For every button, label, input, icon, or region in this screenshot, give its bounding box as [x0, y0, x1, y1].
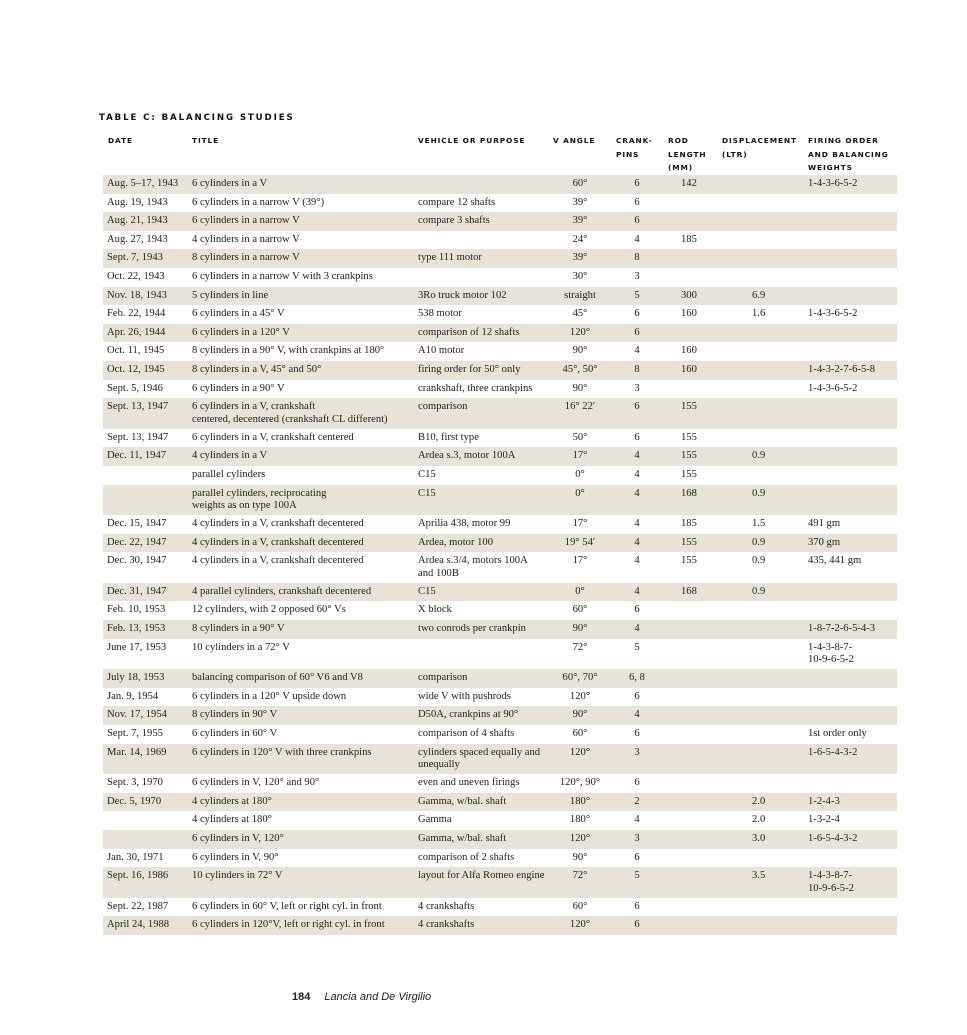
- cell-date: Nov. 17, 1954: [107, 709, 167, 721]
- cell-crankpins: 6, 8: [629, 672, 645, 684]
- cell-firing-order: 1-4-3-8-7- 10-9-6-5-2: [808, 641, 854, 666]
- cell-v-angle: 90°: [572, 382, 588, 394]
- cell-v-angle: 90°: [572, 851, 588, 863]
- cell-rod-length: 142: [681, 178, 697, 189]
- cell-firing-order: 1-4-3-2-7-6-5-8: [808, 363, 876, 375]
- table-row: [103, 811, 897, 830]
- header-displacement: DISPLACEMENT (LTR): [722, 136, 797, 159]
- cell-crankpins: 4: [634, 450, 640, 462]
- cell-crankpins: 5: [634, 289, 640, 301]
- cell-crankpins: 6: [634, 900, 640, 912]
- cell-date: June 17, 1953: [107, 641, 167, 653]
- cell-rod-length: 168: [681, 487, 697, 499]
- cell-v-angle: 24°: [572, 233, 588, 245]
- cell-title: 4 cylinders at 180°: [192, 795, 272, 807]
- table-row: [103, 249, 897, 268]
- cell-crankpins: 4: [634, 709, 640, 721]
- cell-date: July 18, 1953: [107, 672, 165, 684]
- cell-displacement: 3.0: [752, 833, 766, 844]
- cell-v-angle: 90°: [572, 345, 588, 357]
- cell-displacement: 0.9: [752, 450, 766, 462]
- cell-firing-order: 1st order only: [808, 728, 867, 740]
- cell-crankpins: 4: [634, 536, 640, 548]
- cell-crankpins: 3: [634, 833, 640, 844]
- cell-crankpins: 6: [634, 851, 640, 863]
- cell-firing-order: 1-3-2-4: [808, 814, 840, 826]
- cell-crankpins: 8: [634, 252, 640, 264]
- cell-crankpins: 4: [634, 487, 640, 499]
- cell-title: 8 cylinders in a 90° V, with crankpins at 180°: [192, 345, 385, 357]
- cell-vehicle: Ardea s.3, motor 100A: [418, 450, 516, 462]
- cell-date: Mar. 14, 1969: [107, 746, 167, 758]
- cell-title: 6 cylinders in V, 120°: [192, 833, 284, 844]
- cell-date: Feb. 13, 1953: [107, 623, 166, 635]
- table-row: [103, 268, 897, 287]
- cell-rod-length: 160: [681, 308, 697, 320]
- cell-vehicle: 4 crankshafts: [418, 900, 475, 912]
- cell-crankpins: 6: [634, 215, 640, 227]
- cell-v-angle: 17°: [572, 555, 588, 567]
- cell-title: 5 cylinders in line: [192, 289, 269, 301]
- cell-vehicle: compare 3 shafts: [418, 215, 490, 227]
- cell-date: Aug. 27, 1943: [107, 233, 168, 245]
- cell-vehicle: C15: [418, 585, 436, 597]
- cell-title: 8 cylinders in a 90° V: [192, 623, 285, 635]
- cell-displacement: 1.5: [752, 518, 766, 530]
- cell-vehicle: layout for Alfa Romeo engine: [418, 870, 545, 882]
- cell-rod-length: 155: [681, 450, 697, 462]
- cell-crankpins: 6: [634, 401, 640, 413]
- cell-v-angle: 19° 54′: [564, 536, 596, 548]
- cell-v-angle: 120°: [569, 690, 591, 702]
- cell-firing-order: 1-2-4-3: [808, 795, 840, 807]
- cell-vehicle: cylinders spaced equally and unequally: [418, 746, 541, 771]
- cell-crankpins: 6: [634, 777, 640, 789]
- cell-crankpins: 3: [634, 746, 640, 758]
- cell-vehicle: comparison: [418, 672, 468, 684]
- cell-crankpins: 6: [634, 431, 640, 443]
- cell-firing-order: 1-8-7-2-6-5-4-3: [808, 623, 876, 635]
- cell-vehicle: Ardea, motor 100: [418, 536, 494, 548]
- table-row: [103, 639, 897, 670]
- table-row: [103, 361, 897, 380]
- cell-crankpins: 4: [634, 623, 640, 635]
- cell-firing-order: 1-6-5-4-3-2: [808, 746, 858, 758]
- cell-crankpins: 2: [634, 795, 640, 807]
- cell-v-angle: 72°: [572, 641, 588, 653]
- header-title: TITLE: [192, 136, 220, 145]
- cell-title: 8 cylinders in a narrow V: [192, 252, 300, 264]
- cell-rod-length: 185: [681, 233, 697, 245]
- table-row: [103, 916, 897, 935]
- cell-vehicle: Gamma: [418, 814, 452, 826]
- cell-date: Oct. 22, 1943: [107, 270, 165, 282]
- cell-v-angle: 60°: [572, 900, 588, 912]
- cell-displacement: 0.9: [752, 487, 766, 499]
- cell-v-angle: 30°: [572, 270, 588, 282]
- cell-vehicle: firing order for 50° only: [418, 363, 521, 375]
- cell-title: 4 parallel cylinders, crankshaft decentered: [192, 585, 372, 597]
- cell-displacement: 0.9: [752, 555, 766, 567]
- running-title: Lancia and De Virgilio: [324, 991, 432, 1003]
- cell-crankpins: 6: [634, 196, 640, 208]
- cell-rod-length: 155: [681, 431, 697, 443]
- cell-firing-order: 435, 441 gm: [808, 555, 862, 567]
- cell-vehicle: compare 12 shafts: [418, 196, 496, 208]
- cell-displacement: 0.9: [752, 585, 766, 597]
- cell-date: Dec. 11, 1947: [107, 450, 167, 462]
- cell-v-angle: 0°: [575, 487, 585, 499]
- cell-rod-length: 155: [681, 536, 697, 548]
- header-rod-length: ROD LENGTH (MM): [668, 136, 707, 172]
- cell-displacement: 6.9: [752, 289, 766, 301]
- cell-crankpins: 5: [634, 870, 640, 882]
- cell-firing-order: 491 gm: [808, 518, 841, 530]
- table-row: [103, 429, 897, 448]
- cell-crankpins: 3: [634, 270, 640, 282]
- cell-title: 12 cylinders, with 2 opposed 60° Vs: [192, 604, 346, 616]
- cell-firing-order: 370 gm: [808, 536, 841, 548]
- cell-title: 6 cylinders in 120°V, left or right cyl. in front: [192, 919, 385, 931]
- table-row: [103, 601, 897, 620]
- cell-v-angle: 120°, 90°: [559, 777, 601, 789]
- cell-vehicle: 4 crankshafts: [418, 919, 475, 931]
- cell-date: April 24, 1988: [107, 919, 170, 931]
- table-row: [103, 688, 897, 707]
- cell-crankpins: 6: [634, 728, 640, 740]
- cell-date: Sept. 7, 1943: [107, 252, 163, 264]
- cell-title: 6 cylinders in a V: [192, 178, 268, 189]
- cell-date: Dec. 5, 1970: [107, 795, 162, 807]
- cell-vehicle: comparison: [418, 401, 468, 413]
- cell-v-angle: 60°, 70°: [562, 672, 598, 684]
- cell-firing-order: 1-4-3-6-5-2: [808, 308, 858, 320]
- cell-date: Aug. 19, 1943: [107, 196, 168, 208]
- cell-date: Sept. 16, 1986: [107, 870, 169, 882]
- cell-title: 6 cylinders in a 45° V: [192, 308, 285, 320]
- cell-rod-length: 160: [681, 345, 697, 357]
- cell-displacement: 2.0: [752, 795, 766, 807]
- cell-rod-length: 160: [681, 363, 697, 375]
- cell-vehicle: Gamma, w/bal. shaft: [418, 795, 507, 807]
- cell-date: Nov. 18, 1943: [107, 289, 167, 301]
- cell-date: Dec. 22, 1947: [107, 536, 167, 548]
- cell-date: Dec. 30, 1947: [107, 555, 167, 567]
- table-row: [103, 744, 897, 775]
- cell-crankpins: 3: [634, 382, 640, 394]
- cell-vehicle: comparison of 2 shafts: [418, 851, 515, 863]
- table-row: [103, 231, 897, 250]
- cell-vehicle: C15: [418, 468, 436, 480]
- cell-firing-order: 1-6-5-4-3-2: [808, 833, 858, 844]
- table-row: [103, 774, 897, 793]
- cell-vehicle: A10 motor: [418, 345, 465, 357]
- cell-crankpins: 8: [634, 363, 640, 375]
- page-number: 184: [292, 991, 311, 1003]
- cell-title: 6 cylinders in V, 90°: [192, 851, 279, 863]
- cell-title: 4 cylinders in a V: [192, 450, 268, 462]
- cell-vehicle: Ardea s.3/4, motors 100A and 100B: [418, 555, 528, 579]
- cell-crankpins: 6: [634, 604, 640, 616]
- cell-v-angle: 16° 22′: [564, 401, 596, 413]
- cell-v-angle: 39°: [572, 196, 588, 208]
- cell-date: Dec. 31, 1947: [107, 585, 167, 597]
- table-row: [103, 669, 897, 688]
- cell-date: Apr. 26, 1944: [107, 326, 166, 338]
- cell-title: 6 cylinders in V, 120° and 90°: [192, 777, 320, 789]
- table-row: [103, 515, 897, 534]
- cell-rod-length: 168: [681, 585, 697, 597]
- cell-title: 6 cylinders in 120° V with three crankpins: [192, 746, 372, 758]
- cell-crankpins: 6: [634, 919, 640, 931]
- cell-date: Jan. 30, 1971: [107, 851, 164, 863]
- cell-crankpins: 4: [634, 468, 640, 480]
- cell-crankpins: 6: [634, 690, 640, 702]
- cell-title: 10 cylinders in 72° V: [192, 870, 283, 882]
- cell-vehicle: even and uneven firings: [418, 777, 520, 789]
- cell-title: 4 cylinders at 180°: [192, 814, 272, 826]
- cell-title: 6 cylinders in 60° V, left or right cyl. in front: [192, 900, 382, 912]
- cell-crankpins: 4: [634, 555, 640, 567]
- table-row: [103, 898, 897, 917]
- cell-title: 6 cylinders in a 120° V: [192, 326, 290, 338]
- cell-displacement: 1.6: [752, 308, 766, 320]
- cell-date: Jan. 9, 1954: [107, 690, 159, 702]
- cell-firing-order: 1-4-3-8-7- 10-9-6-5-2: [808, 870, 854, 894]
- header-firing-order: FIRING ORDER AND BALANCING WEIGHTS: [808, 136, 889, 172]
- cell-crankpins: 6: [634, 326, 640, 338]
- cell-crankpins: 4: [634, 345, 640, 357]
- cell-vehicle: comparison of 12 shafts: [418, 326, 520, 338]
- cell-v-angle: straight: [564, 289, 596, 301]
- cell-rod-length: 185: [681, 518, 697, 530]
- cell-v-angle: 120°: [569, 326, 591, 338]
- header-date: DATE: [108, 136, 133, 145]
- cell-displacement: 2.0: [752, 814, 766, 826]
- cell-title: 6 cylinders in a narrow V with 3 crankpins: [192, 270, 373, 282]
- cell-date: Aug. 5–17, 1943: [107, 178, 179, 189]
- cell-crankpins: 6: [634, 308, 640, 320]
- cell-date: Oct. 11, 1945: [107, 345, 165, 357]
- cell-vehicle: X block: [418, 604, 452, 616]
- cell-v-angle: 90°: [572, 623, 588, 635]
- cell-vehicle: wide V with pushrods: [418, 690, 511, 702]
- cell-title: 8 cylinders in 90° V: [192, 709, 278, 721]
- table-row: [103, 175, 897, 194]
- cell-title: parallel cylinders, reciprocating weights as on type 100A: [192, 487, 327, 511]
- cell-v-angle: 180°: [569, 795, 591, 807]
- cell-displacement: 3.5: [752, 870, 766, 882]
- table-row: [103, 793, 897, 812]
- cell-vehicle: comparison of 4 shafts: [418, 728, 515, 740]
- table-row: [103, 287, 897, 306]
- table-row: [103, 485, 897, 516]
- cell-title: 10 cylinders in a 72° V: [192, 641, 290, 653]
- cell-crankpins: 4: [634, 233, 640, 245]
- table-caption: TABLE C: BALANCING STUDIES: [99, 113, 295, 123]
- cell-rod-length: 155: [681, 468, 697, 480]
- cell-title: 4 cylinders in a narrow V: [192, 233, 300, 245]
- cell-date: Sept. 22, 1987: [107, 900, 169, 912]
- cell-vehicle: 538 motor: [418, 308, 462, 320]
- cell-title: balancing comparison of 60° V6 and V8: [192, 672, 363, 684]
- cell-v-angle: 180°: [569, 814, 591, 826]
- cell-crankpins: 4: [634, 518, 640, 530]
- cell-date: Oct. 12, 1945: [107, 363, 165, 375]
- cell-firing-order: 1-4-3-6-5-2: [808, 178, 858, 189]
- cell-v-angle: 17°: [572, 450, 588, 462]
- table-row: [103, 212, 897, 231]
- cell-title: parallel cylinders: [192, 468, 266, 480]
- cell-title: 6 cylinders in a 90° V: [192, 382, 285, 394]
- table-row: [103, 620, 897, 639]
- table-row: [103, 706, 897, 725]
- table-row: [103, 447, 897, 466]
- cell-v-angle: 0°: [575, 468, 585, 480]
- cell-v-angle: 50°: [572, 431, 588, 443]
- cell-v-angle: 120°: [569, 746, 591, 758]
- cell-crankpins: 4: [634, 814, 640, 826]
- cell-v-angle: 17°: [572, 518, 588, 530]
- cell-v-angle: 60°: [572, 178, 588, 189]
- table-row: [103, 725, 897, 744]
- cell-title: 6 cylinders in a 120° V upside down: [192, 690, 347, 702]
- header-crankpins: CRANK- PINS: [616, 136, 653, 159]
- cell-vehicle: Gamma, w/bal. shaft: [418, 833, 507, 844]
- table-row: [103, 830, 897, 849]
- cell-v-angle: 120°: [569, 919, 591, 931]
- page-footer: [292, 991, 431, 1003]
- table-row: [103, 552, 897, 583]
- cell-vehicle: 3Ro truck motor 102: [418, 289, 507, 301]
- cell-title: 4 cylinders in a V, crankshaft decentered: [192, 555, 364, 567]
- cell-title: 6 cylinders in a narrow V: [192, 215, 300, 227]
- balancing-studies-table: [103, 175, 897, 935]
- table-row: [103, 583, 897, 602]
- cell-v-angle: 45°: [572, 308, 588, 320]
- cell-title: 4 cylinders in a V, crankshaft decentered: [192, 518, 364, 530]
- cell-date: Sept. 13, 1947: [107, 401, 169, 413]
- cell-rod-length: 155: [681, 555, 697, 567]
- cell-vehicle: Aprilia 438, motor 99: [418, 518, 511, 530]
- cell-rod-length: 155: [681, 401, 697, 413]
- cell-title: 4 cylinders in a V, crankshaft decentered: [192, 536, 364, 548]
- cell-rod-length: 300: [681, 289, 697, 301]
- table-row: [103, 324, 897, 343]
- cell-title: 6 cylinders in a V, crankshaft centered: [192, 431, 354, 443]
- cell-v-angle: 90°: [572, 709, 588, 721]
- cell-crankpins: 4: [634, 585, 640, 597]
- cell-firing-order: 1-4-3-6-5-2: [808, 382, 858, 394]
- cell-vehicle: two conrods per crankpin: [418, 623, 526, 635]
- cell-date: Aug. 21, 1943: [107, 215, 168, 227]
- cell-v-angle: 39°: [572, 252, 588, 264]
- cell-date: Feb. 22, 1944: [107, 308, 166, 320]
- cell-v-angle: 0°: [575, 585, 585, 597]
- table-row: [103, 466, 897, 485]
- table-row: [103, 305, 897, 324]
- cell-date: Dec. 15, 1947: [107, 518, 167, 530]
- cell-vehicle: C15: [418, 487, 436, 499]
- cell-vehicle: type 111 motor: [418, 252, 482, 264]
- cell-date: Sept. 13, 1947: [107, 431, 169, 443]
- cell-vehicle: D50A, crankpins at 90°: [418, 709, 519, 721]
- cell-v-angle: 45°, 50°: [562, 363, 598, 375]
- table-row: [103, 380, 897, 399]
- table-row: [103, 534, 897, 553]
- cell-title: 6 cylinders in 60° V: [192, 728, 278, 740]
- cell-title: 6 cylinders in a V, crankshaft centered, decentered (crankshaft CL different): [192, 401, 388, 425]
- cell-vehicle: B10, first type: [418, 431, 479, 443]
- header-v-angle: V ANGLE: [553, 136, 596, 145]
- table-row: [103, 849, 897, 868]
- cell-v-angle: 72°: [572, 870, 588, 882]
- cell-vehicle: crankshaft, three crankpins: [418, 382, 533, 394]
- cell-crankpins: 5: [634, 641, 640, 653]
- cell-date: Feb. 10, 1953: [107, 604, 166, 616]
- cell-v-angle: 60°: [572, 728, 588, 740]
- cell-displacement: 0.9: [752, 536, 766, 548]
- table-row: [103, 867, 897, 898]
- cell-v-angle: 39°: [572, 215, 588, 227]
- cell-title: 6 cylinders in a narrow V (39°): [192, 196, 325, 208]
- cell-title: 8 cylinders in a V, 45° and 50°: [192, 363, 322, 375]
- cell-crankpins: 6: [634, 178, 640, 189]
- table-row: [103, 398, 897, 429]
- table-row: [103, 194, 897, 213]
- cell-date: Sept. 3, 1970: [107, 777, 163, 789]
- cell-v-angle: 120°: [569, 833, 591, 844]
- header-vehicle: VEHICLE OR PURPOSE: [418, 136, 526, 145]
- cell-v-angle: 60°: [572, 604, 588, 616]
- table-row: [103, 342, 897, 361]
- cell-date: Sept. 5, 1946: [107, 382, 163, 394]
- cell-date: Sept. 7, 1955: [107, 728, 163, 740]
